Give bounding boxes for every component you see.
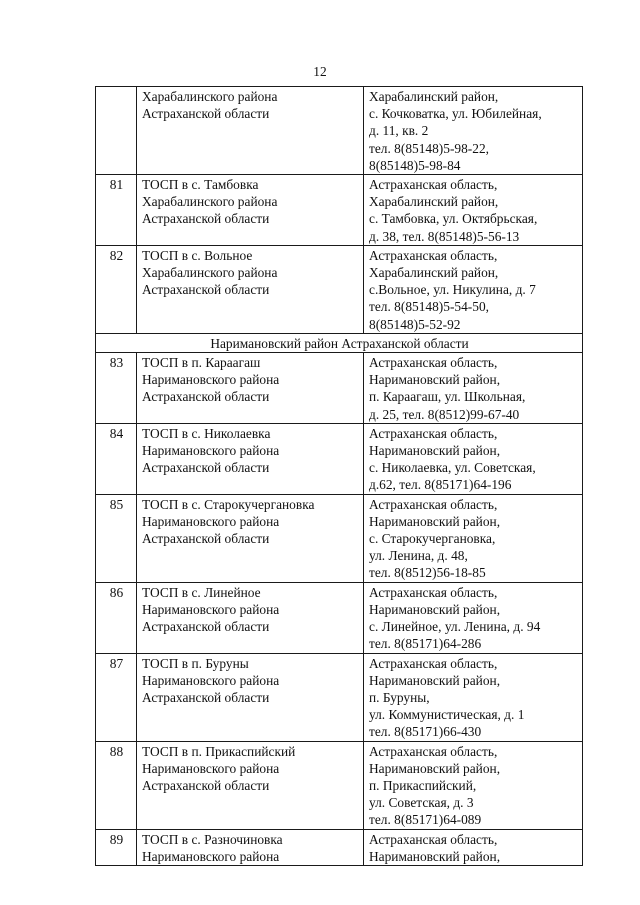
office-name-line: ТОСП в с. Разночиновка — [142, 831, 283, 847]
office-name-line: Астраханской области — [142, 777, 270, 793]
address-cell — [364, 829, 583, 865]
row-number-cell: 89 — [96, 829, 137, 865]
office-name-line: Астраханской области — [142, 460, 270, 476]
address-line: с. Линейное, ул. Ленина, д. 94 — [369, 619, 541, 635]
office-name-line: ТОСП в с. Тамбовка — [142, 177, 259, 193]
office-name-line: Наримановского района — [142, 672, 280, 688]
office-name-cell — [137, 423, 364, 494]
office-name-line: Астраханской области — [142, 389, 270, 405]
address-cell — [364, 87, 583, 175]
address-line: ул. Ленина, д. 48, — [369, 548, 468, 564]
address-line: Наримановский район, — [369, 513, 501, 529]
table-row — [96, 353, 583, 424]
address-line: Астраханская область, — [369, 655, 498, 671]
address-line: д. 11, кв. 2 — [369, 123, 429, 139]
address-line: тел. 8(85171)64-089 — [369, 812, 482, 828]
office-name-line: Наримановского района — [142, 601, 280, 617]
row-number-cell: 82 — [96, 245, 137, 333]
address-line: тел. 8(8512)56-18-85 — [369, 565, 486, 581]
address-line: Астраханская область, — [369, 177, 498, 193]
office-name-cell — [137, 494, 364, 582]
address-cell — [364, 741, 583, 829]
office-name-line: Наримановского района — [142, 513, 280, 529]
section-heading: Наримановский район Астраханской области — [96, 333, 583, 352]
address-line: Наримановский район, — [369, 443, 501, 459]
tosp-registry-table — [95, 86, 583, 866]
row-number-cell: 85 — [96, 494, 137, 582]
address-cell — [364, 353, 583, 424]
address-line: Наримановский район, — [369, 672, 501, 688]
address-line: Харабалинский район, — [369, 89, 499, 104]
table-row — [96, 494, 583, 582]
address-cell — [364, 245, 583, 333]
page-number: 12 — [313, 64, 327, 79]
address-line: 8(85148)5-98-84 — [369, 157, 461, 173]
address-line: тел. 8(85148)5-54-50, — [369, 299, 490, 315]
table-row — [96, 653, 583, 741]
office-name-cell — [137, 653, 364, 741]
office-name-line: ТОСП в п. Караагаш — [142, 355, 261, 371]
address-line: ул. Коммунистическая, д. 1 — [369, 707, 525, 723]
row-number-cell: 86 — [96, 582, 137, 653]
address-line: с. Николаевка, ул. Советская, — [369, 460, 536, 476]
row-number-cell: 84 — [96, 423, 137, 494]
address-line: Астраханская область, — [369, 831, 498, 847]
address-line: Харабалинский район, — [369, 194, 499, 210]
section-row — [96, 333, 583, 352]
address-line: ул. Советская, д. 3 — [369, 795, 474, 811]
office-name-line: ТОСП в с. Линейное — [142, 584, 261, 600]
address-line: тел. 8(85171)64-286 — [369, 636, 482, 652]
office-name-cell — [137, 175, 364, 246]
address-line: Астраханская область, — [369, 496, 498, 512]
row-number-cell — [96, 87, 137, 175]
table-row — [96, 829, 583, 865]
office-name-line: ТОСП в п. Буруны — [142, 655, 249, 671]
address-cell — [364, 494, 583, 582]
address-line: с. Кочковатка, ул. Юбилейная, — [369, 106, 542, 122]
office-name-cell — [137, 245, 364, 333]
office-name-line: Наримановского района — [142, 760, 280, 776]
address-line: тел. 8(85148)5-98-22, — [369, 140, 490, 156]
address-cell — [364, 175, 583, 246]
address-line: Харабалинский район, — [369, 265, 499, 281]
address-line: Наримановский район, — [369, 372, 501, 388]
office-name-cell — [137, 829, 364, 865]
office-name-line: Астраханской области — [142, 619, 270, 635]
address-line: с. Тамбовка, ул. Октябрьская, — [369, 211, 538, 227]
row-number-cell: 83 — [96, 353, 137, 424]
address-line: Астраханская область, — [369, 425, 498, 441]
address-line: с. Старокучергановка, — [369, 531, 496, 547]
office-name-cell — [137, 582, 364, 653]
office-name-line: Наримановского района — [142, 372, 280, 388]
table-row — [96, 741, 583, 829]
address-line: тел. 8(85171)66-430 — [369, 724, 482, 740]
office-name-line: Харабалинского района — [142, 89, 278, 104]
address-line: Астраханская область, — [369, 355, 498, 371]
table-row — [96, 175, 583, 246]
address-line: п. Прикаспийский, — [369, 777, 477, 793]
address-line: Астраханская область, — [369, 247, 498, 263]
table-body — [96, 87, 583, 866]
office-name-cell — [137, 741, 364, 829]
table-row — [96, 423, 583, 494]
office-name-line: ТОСП в с. Николаевка — [142, 425, 271, 441]
address-line: Наримановский район, — [369, 760, 501, 776]
office-name-line: Астраханской области — [142, 282, 270, 298]
address-line: Наримановский район, — [369, 601, 501, 617]
office-name-line: ТОСП в п. Прикаспийский — [142, 743, 296, 759]
office-name-line: Астраханской области — [142, 106, 270, 122]
row-number-cell: 87 — [96, 653, 137, 741]
address-line: Астраханская область, — [369, 584, 498, 600]
address-cell — [364, 582, 583, 653]
table-row — [96, 582, 583, 653]
office-name-line: Астраханской области — [142, 689, 270, 705]
row-number-cell: 81 — [96, 175, 137, 246]
address-line: с.Вольное, ул. Никулина, д. 7 — [369, 282, 536, 298]
address-line: д. 25, тел. 8(8512)99-67-40 — [369, 406, 520, 422]
office-name-cell — [137, 353, 364, 424]
table-row — [96, 87, 583, 175]
office-name-line: Наримановского района — [142, 848, 280, 864]
address-line: д.62, тел. 8(85171)64-196 — [369, 477, 512, 493]
office-name-line: ТОСП в с. Старокучергановка — [142, 496, 315, 512]
address-cell — [364, 653, 583, 741]
office-name-cell — [137, 87, 364, 175]
address-line: д. 38, тел. 8(85148)5-56-13 — [369, 228, 520, 244]
address-line: Астраханская область, — [369, 743, 498, 759]
office-name-line: ТОСП в с. Вольное — [142, 247, 253, 263]
address-line: п. Караагаш, ул. Школьная, — [369, 389, 526, 405]
address-cell — [364, 423, 583, 494]
address-line: п. Буруны, — [369, 689, 430, 705]
address-line: Наримановский район, — [369, 848, 501, 864]
office-name-line: Астраханской области — [142, 531, 270, 547]
row-number-cell: 88 — [96, 741, 137, 829]
office-name-line: Астраханской области — [142, 211, 270, 227]
address-line: 8(85148)5-52-92 — [369, 316, 461, 332]
table-row — [96, 245, 583, 333]
office-name-line: Наримановского района — [142, 443, 280, 459]
office-name-line: Харабалинского района — [142, 265, 278, 281]
office-name-line: Харабалинского района — [142, 194, 278, 210]
